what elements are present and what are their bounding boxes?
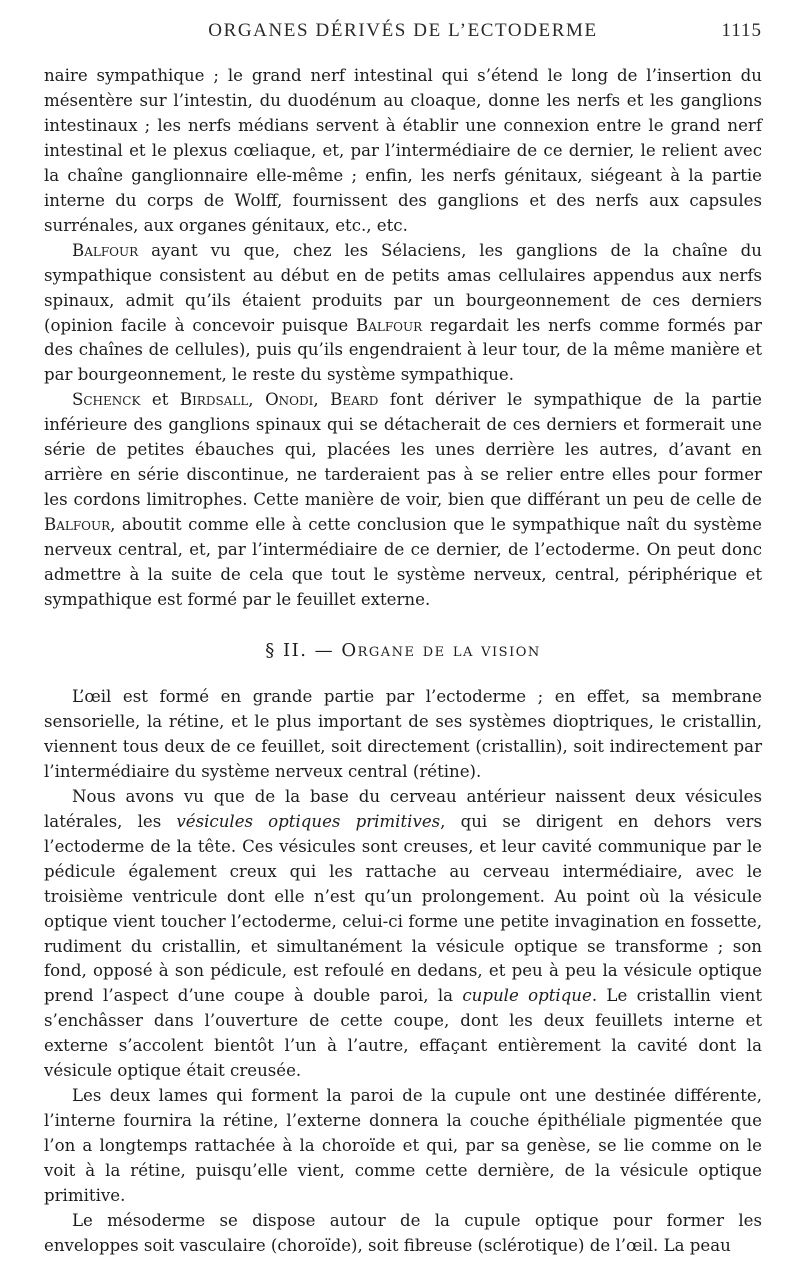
author-name: Balfour	[356, 315, 423, 335]
italic-term: vésicules optiques primitives	[176, 811, 441, 831]
section-label: § II. —	[265, 639, 342, 661]
page-number: 1115	[721, 20, 762, 41]
section-paragraph-4-text: Le mésoderme se dispose autour de la cupule optique pour former les enveloppes soit vasculaire (choroïde), soit fibreuse (sclérotique) de l’œil. La peau	[44, 1210, 762, 1255]
body-text	[44, 64, 762, 1259]
paragraph-3-sep: ,	[248, 390, 266, 410]
paragraph-3-text-a: font dériver le sympathique de la partie inférieure des ganglions spinaux qui se détacherait de ces derniers et formerait une série de petites ébauches qui, placées les unes derrière les autres, d’avant en arrière en série discontinue, ne tarderaient pas à se relier entre elles pour former les cordons limitrophes. Cette manière de voir, bien que différant un peu de celle de	[44, 390, 762, 510]
paragraph-1-text: naire sympathique ; le grand nerf intestinal qui s’étend le long de l’insertion du mésentère sur l’intestin, du duodénum au cloaque, donne les nerfs et les ganglions intestinaux ; les nerfs médians servent à établir une connexion entre le grand nerf intestinal et le plexus cœliaque, et, par l’intermédiaire de ce dernier, le relient avec la chaîne ganglionnaire elle-même ; enfin, les nerfs génitaux, siégeant à la partie interne du corps de Wolff, fournissent des ganglions et des nerfs aux capsules surrénales, aux organes génitaux, etc., etc.	[44, 66, 762, 235]
section-paragraph-3-text: Les deux lames qui forment la paroi de la cupule ont une destinée différente, l’interne fournira la rétine, l’externe donnera la couche épithéliale pigmentée que l’on a longtemps rattachée à la choroïde et qui, par sa genèse, se lie comme on le voit à la rétine, puisqu’elle vient, comme cette dernière, de la vésicule optique primitive.	[44, 1086, 762, 1206]
paragraph-2-text-a: ayant vu que, chez les Sélaciens, les ganglions de la chaîne du sympathique consistent au début en de petits amas cellulaires appendus aux nerfs spinaux, admit qu’ils étaient produits par un bourgeonnement de ces derniers (opinion facile à concevoir puisque	[44, 240, 762, 335]
paragraph-3	[44, 388, 762, 613]
section-heading	[44, 639, 762, 663]
section-paragraph-1	[44, 685, 762, 785]
italic-term: cupule optique	[462, 986, 592, 1006]
author-name: Onodi	[265, 390, 314, 410]
author-name: Beard	[330, 390, 379, 410]
author-name: Schenck	[72, 390, 141, 410]
paragraph-2	[44, 239, 762, 389]
section-paragraph-2-text-b: , qui se dirigent en dehors vers l’ectoderme de la tête. Ces vésicules sont creuses, et leur cavité communique par le pédicule également creux qui les rattache au cerveau intermédiaire, avec le troisième ventricule dont elle n’est qu’un prolongement. Au point où la vésicule optique vient toucher l’ectoderme, celui-ci forme une petite invagination en fossette, rudiment du cristallin, et simultanément la vésicule optique se transforme ; son fond, opposé à son pédicule, est refoulé en dedans, et peu à peu la vésicule optique prend l’aspect d’une coupe à double paroi, la	[44, 811, 763, 1006]
paragraph-3-text-b: , aboutit comme elle à cette conclusion que le sympathique naît du système nerveux central, et, par l’intermédiaire de ce dernier, de l’ectoderme. On peut donc admettre à la suite de cela que tout le système nerveux, central, périphérique et sympathique est formé par le feuillet externe.	[44, 515, 762, 610]
section-paragraph-2	[44, 785, 762, 1084]
paragraph-1	[44, 64, 762, 239]
paragraph-3-conj: et	[140, 390, 180, 410]
section-paragraph-3	[44, 1084, 762, 1209]
book-page	[44, 14, 762, 1259]
author-name: Balfour	[72, 240, 139, 260]
section-paragraph-4	[44, 1209, 762, 1259]
author-name: Birdsall	[179, 390, 249, 410]
paragraph-3-sep: ,	[313, 390, 331, 410]
running-head	[44, 14, 762, 50]
paragraph-2-text-b: regardait les nerfs comme formés par des chaînes de cellules), puis qu’ils engendraient à leur tour, de la même manière et par bourgeonnement, le reste du système sympathique.	[44, 315, 762, 385]
section-paragraph-2-text-a: Nous avons vu que de la base du cerveau antérieur naissent deux vésicules latérales, les	[44, 786, 762, 831]
author-name: Balfour	[44, 515, 111, 535]
section-paragraph-2-text-c: . Le cristallin vient s’enchâsser dans l’ouverture de cette coupe, dont les deux feuillets interne et externe s’accolent bientôt l’un à l’autre, effaçant entièrement la cavité dont la vésicule optique était creusée.	[44, 986, 762, 1081]
section-title: Organe de la vision	[341, 639, 541, 661]
section-paragraph-1-text: L’œil est formé en grande partie par l’ectoderme ; en effet, sa membrane sensorielle, la rétine, et le plus important de ses systèmes dioptriques, le cristallin, viennent tous deux de ce feuillet, soit directement (cristallin), soit indirectement par l’intermédiaire du système nerveux central (rétine).	[44, 686, 762, 781]
running-title: ORGANES DÉRIVÉS DE L’ECTODERME	[208, 20, 598, 41]
